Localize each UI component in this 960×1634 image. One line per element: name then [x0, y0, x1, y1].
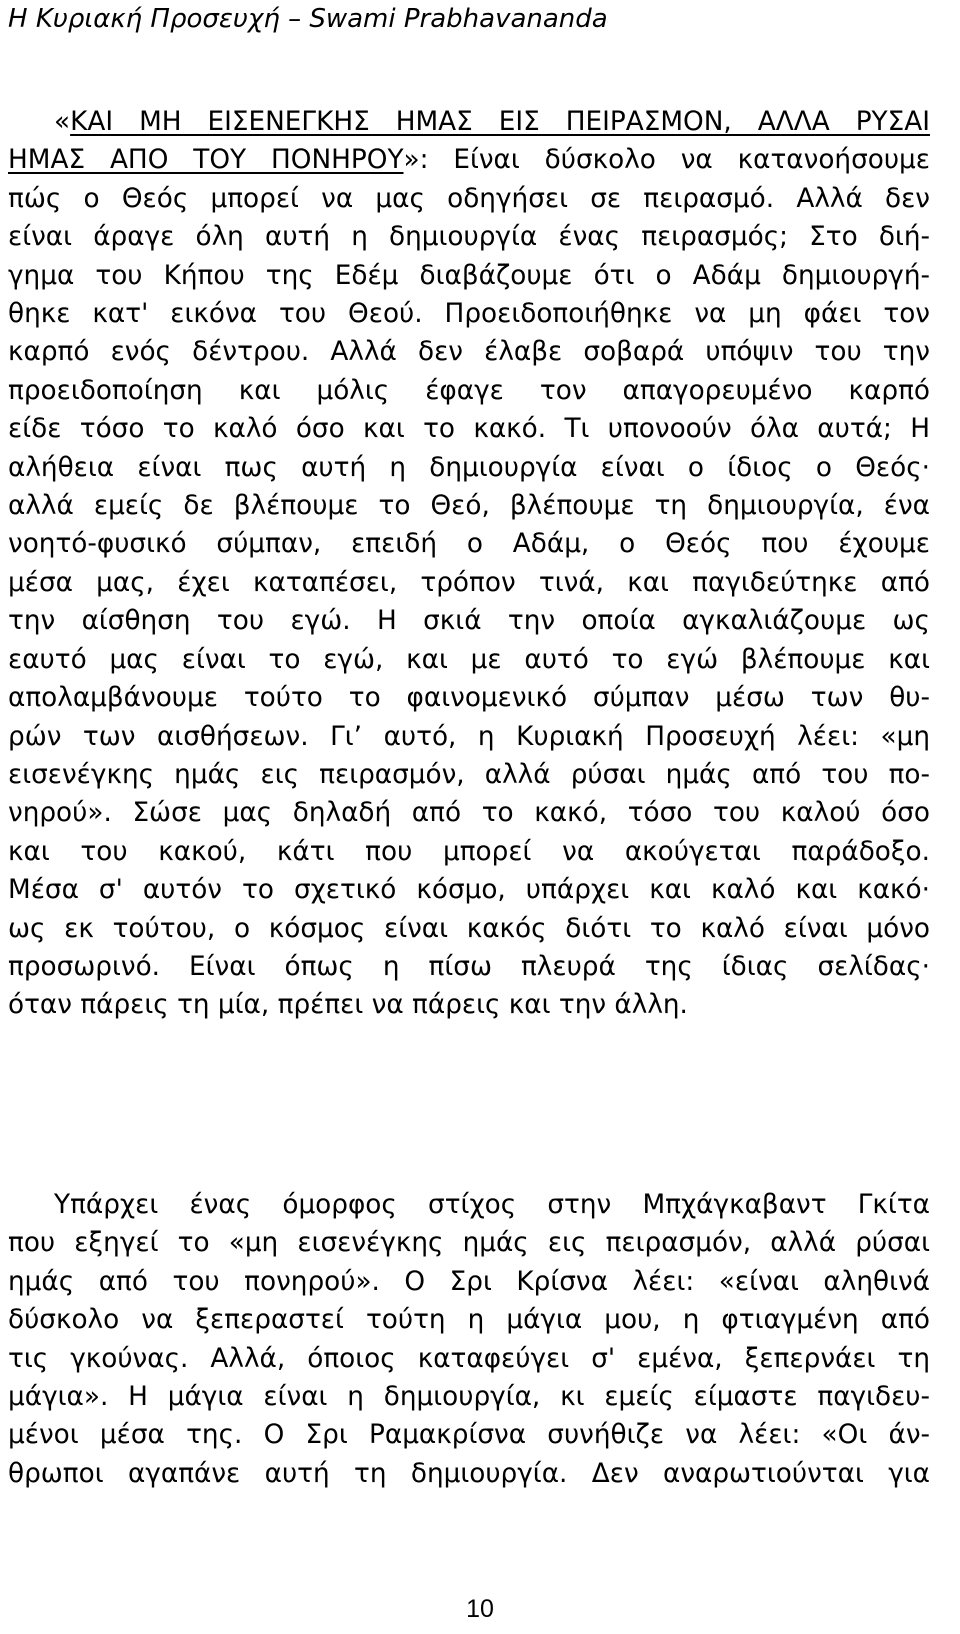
text-line: θρωποι αγαπάνε αυτή τη δημιουργία. Δεν αναρωτιούνται για: [8, 1458, 930, 1489]
text-line: εαυτό μας είναι το εγώ, και με αυτό το εγώ βλέπουμε και: [8, 644, 930, 675]
text-line: ρών των αισθήσεων. Γι’ αυτό, η Κυριακή Προσευχή λέει: «μη: [8, 721, 930, 752]
page-number: 10: [466, 1595, 494, 1623]
text-line: και του κακού, κάτι που μπορεί να ακούγεται παράδοξο.: [8, 836, 930, 867]
text-line: που εξηγεί το «μη εισενέγκης ημάς εις πειρασμόν, αλλά ρύσαι: [8, 1228, 930, 1259]
text-line: αλλά εμείς δε βλέπουμε το Θεό, βλέπουμε τη δημιουργία, ένα: [8, 491, 930, 522]
text-line: όταν πάρεις τη μία, πρέπει να πάρεις και την άλλη.: [8, 990, 688, 1021]
heading-line-2: [8, 141, 930, 179]
text-line: είναι άραγε όλη αυτή η δημιουργία ένας πειρασμός; Στο διή-: [8, 222, 930, 253]
prayer-heading-part-1: ΚΑΙ ΜΗ ΕΙΣΕΝΕΓΚΗΣ ΗΜΑΣ ΕΙΣ ΠΕΙΡΑΣΜΟΝ, ΑΛΛΑ ΡΥΣΑΙ: [70, 107, 930, 137]
text-line: προειδοποίηση και μόλις έφαγε τον απαγορευμένο καρπό: [8, 375, 930, 406]
text-line: θηκε κατ' εικόνα του Θεού. Προειδοποιήθηκε να μη φάει τον: [8, 299, 930, 330]
text-line: μέσα μας, έχει καταπέσει, τρόπον τινά, και παγιδεύτηκε από: [8, 567, 930, 598]
heading-line-1: [8, 103, 930, 141]
text-line: την αίσθηση του εγώ. Η σκιά την οποία αγκαλιάζουμε ως: [8, 606, 930, 637]
text-line: δύσκολο να ξεπεραστεί τούτη η μάγια μου, η φτιαγμένη από: [8, 1305, 930, 1336]
text-line: καρπό ενός δέντρου. Αλλά δεν έλαβε σοβαρά υπόψιν του την: [8, 337, 930, 368]
heading-continuation: »: Είναι δύσκολο να κατανοήσουμε: [403, 145, 930, 176]
text-line: αλήθεια είναι πως αυτή η δημιουργία είναι ο ίδιος ο Θεός·: [8, 452, 930, 483]
text-line: είδε τόσο το καλό όσο και το κακό. Τι υπονοούν όλα αυτά; Η: [8, 414, 930, 445]
running-header-title: Η Κυριακή Προσευχή – Swami Prabhavananda: [8, 4, 608, 34]
text-line: Μέσα σ' αυτόν το σχετικό κόσμο, υπάρχει και καλό και κακό·: [8, 875, 930, 906]
paragraph-1: [8, 103, 930, 1025]
text-line: εισενέγκης ημάς εις πειρασμόν, αλλά ρύσαι ημάς από του πο-: [8, 759, 930, 790]
text-line: πώς ο Θεός μπορεί να μας οδηγήσει σε πειρασμό. Αλλά δεν: [8, 183, 930, 214]
text-line: ως εκ τούτου, ο κόσμος είναι κακός διότι το καλό είναι μόνο: [8, 913, 930, 944]
text-line: προσωρινό. Είναι όπως η πίσω πλευρά της ίδιας σελίδας·: [8, 951, 930, 982]
text-line: τις γκούνας. Αλλά, όποιος καταφεύγει σ' εμένα, ξεπερνάει τη: [8, 1343, 930, 1374]
text-line: νηρού». Σώσε μας δηλαδή από το κακό, τόσο του καλού όσο: [8, 798, 930, 829]
text-line: νοητό-φυσικό σύμπαν, επειδή ο Αδάμ, ο Θεός που έχουμε: [8, 529, 930, 560]
text-line: μάγια». Η μάγια είναι η δημιουργία, κι εμείς είμαστε παγιδευ-: [8, 1382, 930, 1413]
open-quote: «: [54, 107, 71, 137]
text-line: απολαμβάνουμε τούτο το φαινομενικό σύμπαν μέσω των θυ-: [8, 683, 930, 714]
text-line: ημάς από του πονηρού». Ο Σρι Κρίσνα λέει: «είναι αληθινά: [8, 1266, 930, 1297]
text-line: μένοι μέσα της. Ο Σρι Ραμακρίσνα συνήθιζε να λέει: «Οι άν-: [8, 1420, 930, 1451]
text-line: Υπάρχει ένας όμορφος στίχος στην Μπχάγκαβαντ Γκίτα: [54, 1190, 930, 1220]
text-line: γημα του Κήπου της Εδέμ διαβάζουμε ότι ο Αδάμ δημιουργή-: [8, 260, 930, 291]
prayer-heading-part-2: ΗΜΑΣ ΑΠΟ ΤΟΥ ΠΟΝΗΡΟΥ: [8, 145, 404, 176]
paragraph-2: [8, 1186, 930, 1493]
